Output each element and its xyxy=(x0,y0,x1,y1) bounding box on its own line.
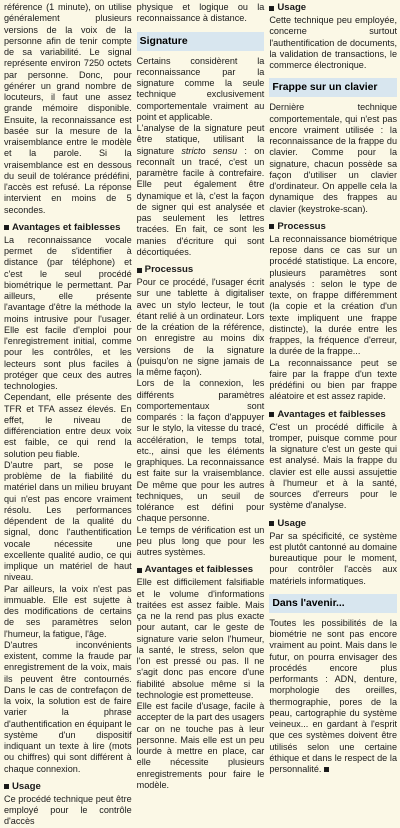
section-heading-text: Usage xyxy=(277,2,307,13)
section-heading-text: Avantages et faiblesses xyxy=(144,564,254,576)
section-band-title: Signature xyxy=(137,32,265,51)
paragraph: D'autre part, se pose le problème de la fiabilité du matériel dans un milieu bruyant qui n'est pas encore vraiment résolu. Les performances dépendent de la qualité du signal, donc l'authentification vocale nécessite une excellente qualité audio, ce qui implique un matériel de haut niveau. xyxy=(4,459,132,583)
text-run: Toutes les possibilités de la biométrie ne sont pas encore vraiment au point. Mais dans le futur, on pourra envisager des procédés encore plus performants : ADN, denture, morphologie des oreilles, thermographie, pores de la peau, cartographie du système veineux... en gardant à l'esprit que ces systèmes doivent être utilisés selon une certaine éthique et dans le respect de la personnalité. xyxy=(269,617,398,774)
section-heading-text: Processus xyxy=(144,264,194,275)
paragraph: Cette technique peu employée, concerne surtout l'authentification de documents, la validation de transactions, le commerce électronique. xyxy=(269,15,398,70)
section-heading-text: Usage xyxy=(12,780,41,792)
column-3 xyxy=(269,2,398,774)
section-band-title: Frappe sur un clavier xyxy=(269,78,397,97)
paragraph xyxy=(269,618,397,776)
paragraph: Certains considèrent la reconnaissance par la signature comme la seule technique exclusivement comportementale vraiment au point et applicable. xyxy=(136,55,265,122)
section-heading xyxy=(4,222,132,234)
paragraph: physique et logique ou la reconnaissance à distance. xyxy=(136,2,265,24)
square-bullet-icon xyxy=(269,224,274,229)
paragraph: Par sa spécificité, ce système est plutôt cantonné au domaine bureautique pour le moment, pour contrôler l'accès aux matériels informatiques. xyxy=(269,530,398,586)
paragraph xyxy=(137,123,265,258)
end-of-article-icon xyxy=(324,767,329,772)
square-bullet-icon xyxy=(269,6,274,11)
section-band-title: Dans l'avenir... xyxy=(269,594,397,613)
paragraph: D'autres inconvénients existent, comme la fraude par enregistrement de la voix, mais ils peuvent être contournés. Dans le cas de contrefaçon de la voix, la solution est de faire varier la phrase d'authentification en équipant le système d'un dispositif indiquant un texte à lire (mots ou chiffres) qui sont différent à chaque connexion. xyxy=(4,639,132,774)
section-heading-text: Avantages et faiblesses xyxy=(277,408,386,420)
paragraph: La reconnaissance peut se faire par la frappe d'un texte prédéfini ou bien par frappe aléatoire et est assez rapide. xyxy=(269,357,398,402)
section-heading-text: Usage xyxy=(277,517,307,529)
square-bullet-icon xyxy=(269,412,274,417)
paragraph: Cependant, elle présente des TFR et TFA assez élevés. En effet, le niveau de différenciation entre deux voix est faible, ce qui rend la solution peu fiable. xyxy=(4,392,132,459)
square-bullet-icon xyxy=(137,568,142,573)
section-heading xyxy=(4,781,132,793)
section-heading xyxy=(269,221,397,233)
paragraph: Pour ce procédé, l'usager écrit sur une tablette à digitaliser avec un stylo lecteur, le tout étant relié à un ordinateur. Lors de la création de la référence, on enregistre au moins dix versions de la signature (puisqu'on ne signe jamais de la même façon). xyxy=(136,277,265,377)
text-run: : on reconnaît un tracé, c'est un paramètre facile à contrefaire. Elle peut également être dynamique et là, c'est la façon de signer qui est analysée et pas seulement les lettres tracées. En fait, ce sont les manies d'écriture qui sont décortiquées. xyxy=(136,145,265,257)
section-heading-text: Avantages et faiblesses xyxy=(12,221,121,233)
square-bullet-icon xyxy=(269,521,274,526)
paragraph: Le temps de vérification est un peu plus long que pour les autres systèmes. xyxy=(136,524,265,557)
paragraph: Ce procédé technique peut être employé pour le contrôle d'accès xyxy=(4,793,132,827)
paragraph: Elle est difficilement falsifiable et le volume d'informations traitées est assez faible. Mais ça ne la rend pas plus exacte pour autant, car le geste de signature varie selon l'humeur, la santé, le stress, selon que l'on est pressé ou pas. Il ne s'agit donc pas encore d'une fiabilité absolue même si la technologie est prometteuse. xyxy=(136,577,265,700)
paragraph: Dernière technique comportementale, qui n'est pas encore vraiment utilisée : la reconnaissance de la frappe du clavier. Comme pour la signature, chacun possède sa façon d'utiliser un clavier d'ordinateur. On appelle cela la dynamique des frappes au clavier (keystroke-scan). xyxy=(269,102,398,214)
section-heading xyxy=(269,409,397,421)
square-bullet-icon xyxy=(137,268,142,273)
paragraph: Lors de la connexion, les différents paramètres comportementaux sont comparés : la façon d'appuyer sur le stylo, la vitesse du tracé, accélération, le temps total, etc., ainsi que les éléments graphiques. La reconnaissance est faite sur la vraisemblance. De même que pour les autres techniques, un seuil de tolérance est défini pour chaque personne. xyxy=(136,378,265,524)
section-heading xyxy=(269,2,397,14)
section-heading xyxy=(137,564,265,576)
section-heading xyxy=(137,264,265,276)
paragraph: référence (1 minute), on utilise généralement plusieurs versions de la voix de la personne afin de tenir compte de sa variabilité. Le signal représente environ 7250 octets par personne. Donc, pour générer un grand nombre de locuteurs, il faut une assez grande mémoire disponible. Ensuite, la reconnaissance est basée sur la mesure de la vraisemblance entre le modèle et la parole. Si la vraisemblance est en dessous du seuil de tolérance prédéfini, l'accès est refusé. La réponse intervient en moins de 5 secondes. xyxy=(4,2,132,215)
column-1 xyxy=(4,2,132,827)
section-heading xyxy=(269,518,397,530)
section-heading-text: Processus xyxy=(277,220,326,232)
paragraph: C'est un procédé difficile à tromper, puisque comme pour la signature c'est un geste qui est analysé. Mais la frappe du clavier est elle aussi assujettie à l'humeur et à la santé, sources d'erreurs pour le système d'analyse. xyxy=(269,421,398,511)
paragraph: La reconnaissance vocale permet de s'identifier à distance (par téléphone) et c'est le seul procédé biométrique le permettant. Par ailleurs, elle présente l'avantage d'être la méthode la moins intrusive pour l'usager. Elle est facile d'emploi pour l'enregistrement initial, comme pour les contrôles, et les lecteurs sont plus faciles à protéger que ceux des autres technologies. xyxy=(4,234,132,391)
column-2 xyxy=(136,2,265,790)
paragraph: La reconnaissance biométrique repose dans ce cas sur un procédé statistique. La encore, plusieurs paramètres sont analysés : selon le type de texte, on frappe différemment (la copie et la création d'un texte impliquent une frappe distincte), la durée entre les frappes, la fréquence d'erreur, la durée de la frappe... xyxy=(269,233,398,357)
square-bullet-icon xyxy=(4,784,9,789)
text-run: L'analyse de la signature peut être statique, utilisant la signature xyxy=(136,123,265,156)
square-bullet-icon xyxy=(4,225,9,230)
paragraph: Par ailleurs, la voix n'est pas immuable. Elle est sujette à des modifications de certains de ses paramètres selon l'humeur, la fatigue, l'âge. xyxy=(4,583,132,639)
paragraph: Elle est facile d'usage, facile à accepter de la part des usagers car on ne touche pas à leur personne. Mais elle est un peu lourde à mettre en place, car elle nécessite plusieurs enregistrements pour faire le modèle. xyxy=(136,701,265,790)
emphasis-text: stricto sensu xyxy=(181,145,238,156)
